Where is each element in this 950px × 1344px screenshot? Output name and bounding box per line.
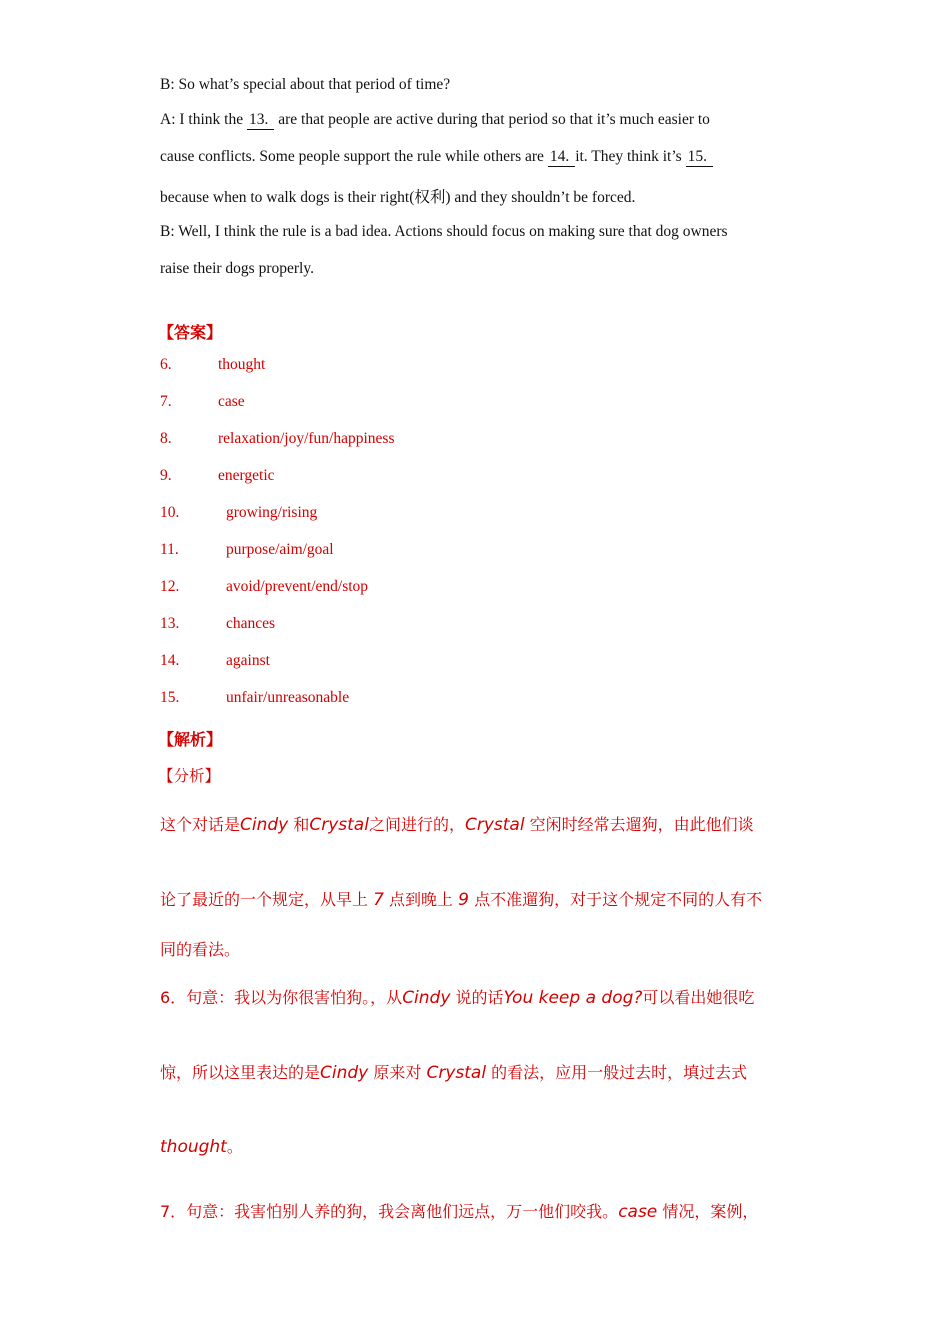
answer-text: growing/rising (226, 504, 318, 521)
text: B: Well, I think the rule is a bad idea. Actions should focus on making sure that dog owners (160, 223, 728, 240)
answer-heading: 【答案】 (158, 323, 223, 342)
answer-text: against (226, 652, 270, 669)
answer-text: thought (218, 356, 266, 373)
analysis-line (160, 887, 762, 910)
analysis-line (160, 812, 754, 835)
text: 空闲时经常去遛狗，由此他们谈 (529, 815, 754, 834)
text: 可以看出她很吃 (642, 988, 755, 1007)
name-crystal: Crystal (464, 815, 525, 835)
dialogue-line-a1 (160, 111, 710, 130)
text: 说的话 (455, 988, 504, 1007)
answer-text: relaxation/joy/fun/happiness (218, 430, 395, 447)
analysis-q6-line (160, 1060, 747, 1083)
text: 点到晚上 (389, 890, 454, 909)
name-cindy: Cindy (402, 988, 451, 1008)
analysis-q6-line (160, 1134, 243, 1157)
text: A: I think the (160, 111, 247, 128)
blank-15: 15. (686, 148, 713, 167)
number: 7 (373, 890, 384, 910)
dialogue-line-a3 (160, 185, 635, 207)
dialogue-line-b2 (160, 223, 728, 241)
answer-number: 8. (160, 430, 172, 447)
answer-number: 12. (160, 578, 180, 595)
blank-13: 13. (247, 111, 274, 130)
name-cindy: Cindy (320, 1063, 369, 1083)
answer-number: 11. (160, 541, 179, 558)
dialogue-line-b3 (160, 260, 314, 278)
analysis-subheading: 【分析】 (158, 767, 221, 785)
analysis-heading: 【解析】 (158, 730, 223, 749)
text: 情况，案例， (662, 1202, 759, 1221)
answer-text: avoid/prevent/end/stop (226, 578, 369, 595)
answer-number: 6. (160, 356, 172, 373)
text: 点不准遛狗，对于这个规定不同的人有不 (474, 890, 763, 909)
blank-14: 14. (548, 148, 575, 167)
text: 之间进行的， (368, 815, 465, 834)
text: 这个对话是 (160, 815, 241, 834)
dialogue-line-a2 (160, 148, 713, 167)
text: because when to walk dogs is their right(权利) and they shouldn’t be forced. (160, 189, 636, 206)
answer-number: 13. (160, 615, 180, 632)
answer-word: case (618, 1202, 658, 1222)
answer-word: thought (160, 1137, 227, 1157)
name-cindy: Cindy (240, 815, 289, 835)
text: 6．句意：我以为你很害怕狗。，从 (160, 988, 403, 1007)
text: 同的看法。 (160, 940, 241, 959)
answer-text: energetic (218, 467, 275, 484)
answer-number: 14. (160, 652, 180, 669)
text: cause conflicts. Some people support the rule while others are (160, 148, 548, 165)
number: 9 (458, 890, 469, 910)
text: raise their dogs properly. (160, 260, 314, 277)
analysis-q7-line (160, 1199, 758, 1222)
answer-text: chances (226, 615, 276, 632)
analysis-q6-line (160, 985, 754, 1008)
text: 惊，所以这里表达的是 (160, 1063, 321, 1082)
text: 论了最近的一个规定，从早上 (160, 890, 369, 909)
answer-number: 15. (160, 689, 180, 706)
quote: You keep a dog? (503, 988, 643, 1008)
text: 。 (226, 1137, 243, 1156)
answer-text: purpose/aim/goal (226, 541, 334, 558)
text: are that people are active during that period so that it’s much easier to (278, 111, 710, 128)
analysis-line (160, 937, 240, 960)
text: 7．句意：我害怕别人养的狗，我会离他们远点，万一他们咬我。 (160, 1202, 619, 1221)
answer-number: 7. (160, 393, 172, 410)
text: it. They think it’s (575, 148, 686, 165)
answer-text: unfair/unreasonable (226, 689, 350, 706)
name-crystal: Crystal (426, 1063, 487, 1083)
text: B: So what’s special about that period of time? (160, 76, 451, 93)
answer-number: 10. (160, 504, 180, 521)
text: 和 (293, 815, 310, 834)
dialogue-line-b1 (160, 76, 450, 94)
answer-number: 9. (160, 467, 172, 484)
name-crystal: Crystal (309, 815, 369, 835)
answer-text: case (218, 393, 245, 410)
text: 的看法，应用一般过去时，填过去式 (491, 1063, 748, 1082)
text: 原来对 (373, 1063, 422, 1082)
